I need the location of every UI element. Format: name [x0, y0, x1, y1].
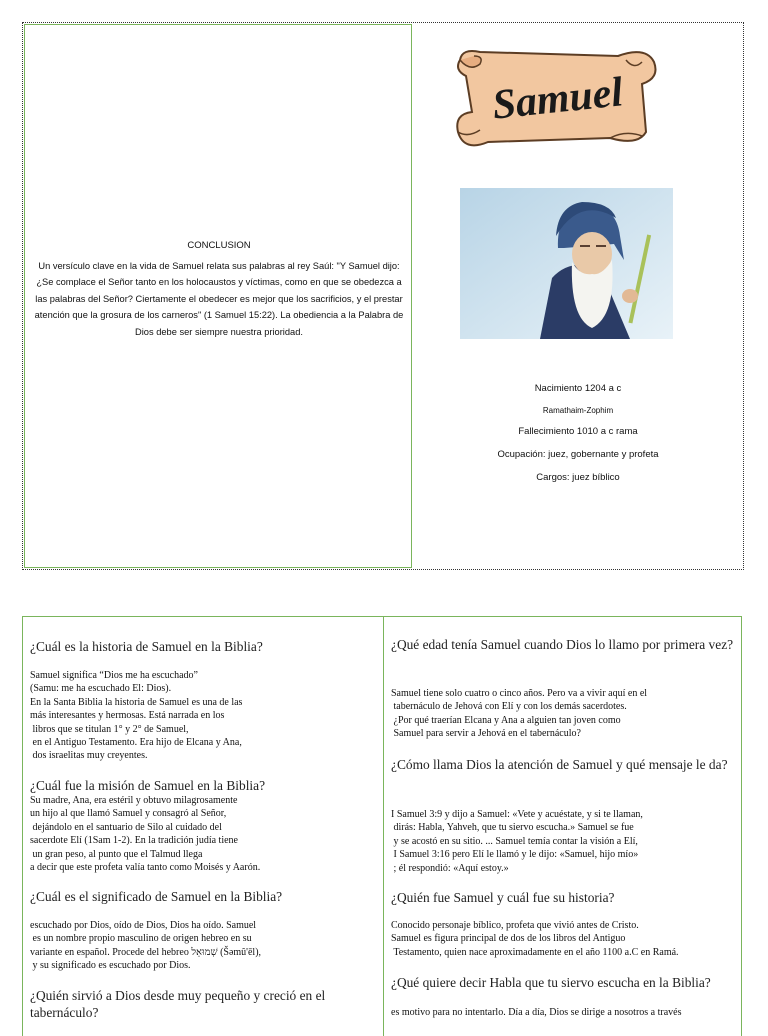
- question-heading: ¿Cuál fue la misión de Samuel en la Biblia?: [30, 778, 266, 793]
- answer-text: Samuel tiene solo cuatro o cinco años. Pero va a vivir aquí en el tabernáculo de Jehová con Elí y con los demás sacerdotes. ¿Por qué traerían Elcana y Ana a alguien tan joven como Samuel para servir a Jehová en el tabernáculo?: [391, 688, 648, 740]
- question-heading: ¿Cuál es la historia de Samuel en la Biblia?: [30, 639, 263, 654]
- samuel-portrait-image: [460, 188, 673, 339]
- conclusion-text: Un versículo clave en la vida de Samuel relata sus palabras al rey Saúl: "Y Samuel dijo: ¿Se complace el Señor tanto en los holocaustos y víctimas, como en que se obedezca a las palabras del Señor? Ciertamente el obedecer es mejor que los sacrificios, y el prestar atención que la grosura de los carneros" (1 Samuel 15:22). La obediencia a la Palabra de Dios debe ser siempre nuestra prioridad.: [34, 260, 404, 337]
- answer-text: Su madre, Ana, era estéril y obtuvo milagrosamente un hijo al que llamó Samuel y consagró al Señor, dejándolo en el santuario de Silo al cuidado del sacerdote Elí (1Sam 1-2). En la tradición judía tiene un gran peso, al punto que el Talmud llega a decir que este profeta valía tanto como Moisés y Aarón.: [30, 795, 261, 874]
- positions-fact: Cargos: juez bíblico: [536, 472, 620, 483]
- answer-text: I Samuel 3:9 y dijo a Samuel: «Vete y acuéstate, y si te llaman, dirás: Habla, Yahveh, que tu siervo escucha.» Samuel se fue y se acostó en su sitio. ... Samuel temía contar la visión a Elí, I Samuel 3:16 pero Elí le llamó y le dijo: «Samuel, hijo mío» ; él respondió: «Aquí estoy.»: [391, 809, 643, 874]
- answer-text: es motivo para no intentarlo. Día a día, Dios se dirige a nosotros a través: [391, 1007, 682, 1018]
- birthplace-fact: Ramathaim-Zophim: [542, 406, 614, 415]
- scroll-banner: [450, 42, 662, 154]
- conclusion-title: CONCLUSION: [187, 240, 251, 251]
- banner-title: Samuel: [490, 69, 626, 129]
- question-heading: ¿Quién fue Samuel y cuál fue su historia?: [391, 890, 615, 905]
- death-fact: Fallecimiento 1010 a c rama: [518, 426, 638, 437]
- question-heading: ¿Quién sirvió a Dios desde muy pequeño y creció en el tabernáculo?: [30, 988, 326, 1020]
- question-heading: ¿Qué edad tenía Samuel cuando Dios lo llamo por primera vez?: [391, 637, 734, 652]
- conclusion-section: [34, 238, 404, 340]
- question-heading: ¿Cómo llama Dios la atención de Samuel y qué mensaje le da?: [391, 757, 728, 772]
- birth-fact: Nacimiento 1204 a c: [534, 383, 622, 394]
- samuel-facts: [440, 381, 716, 486]
- answer-text: Conocido personaje bíblico, profeta que vivió antes de Cristo. Samuel es figura principal de dos de los libros del Antiguo Testamento, quien nace aproximadamente en el año 1100 a.C en Ramá.: [391, 920, 679, 958]
- question-heading: ¿Cuál es el significado de Samuel en la Biblia?: [30, 889, 283, 904]
- occupation-fact: Ocupación: juez, gobernante y profeta: [497, 449, 659, 460]
- question-heading: ¿Qué quiere decir Habla que tu siervo escucha en la Biblia?: [391, 975, 711, 990]
- answer-text: escuchado por Dios, oído de Dios, Dios ha oído. Samuel es un nombre propio masculino de origen hebreo en su variante en español. Procede del hebreo שְׁמוּאֵל (Šəmû'ēl), y su significado es escuchado por Dios.: [30, 920, 262, 972]
- answer-text: Samuel significa “Dios me ha escuchado” (Samu: me ha escuchado El: Dios). En la Santa Biblia la historia de Samuel es una de las más interesantes y hermosas. Está narrada en los libros que se titulan 1° y 2° de Samuel, en el Antiguo Testamento. Era hijo de Elcana y Ana, dos israelitas muy creyentes.: [30, 670, 243, 762]
